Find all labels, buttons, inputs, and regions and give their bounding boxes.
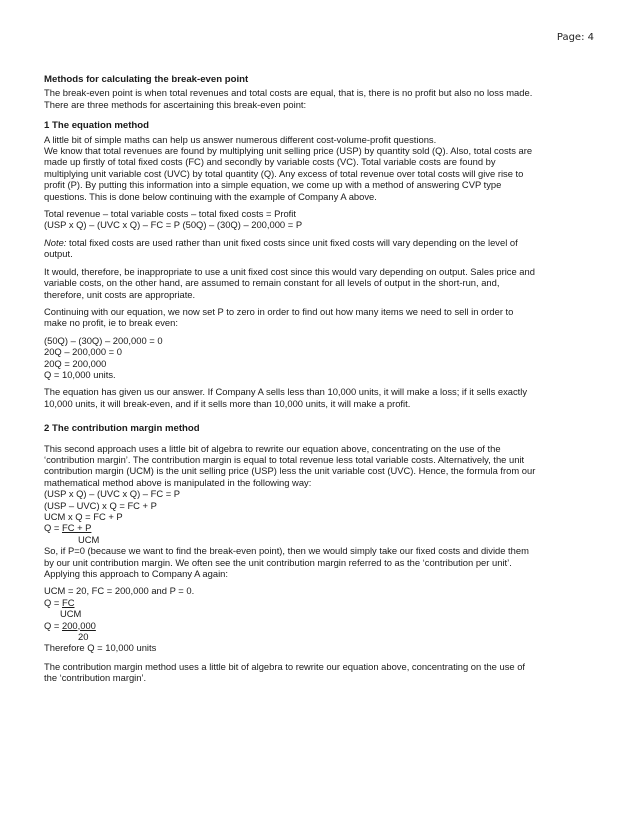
section-heading-contribution-margin: 2 The contribution margin method (44, 423, 200, 435)
text-line: So, if P=0 (because we want to find the break-even point), then we would simply take our fixed costs and divide them (44, 545, 529, 557)
text-line: made up firstly of total fixed costs (FC) and secondly by variable costs (VC). Total variable costs are found by (44, 156, 496, 168)
text-line: The contribution margin method uses a little bit of algebra to rewrite our equation above, concentrating on the use of (44, 660, 526, 672)
equation-line: (USP x Q) – (UVC x Q) – FC = P (44, 488, 181, 500)
note-paragraph (44, 237, 596, 260)
contribution-margin-summary (44, 661, 596, 684)
text-line: the ‘contribution margin’. (44, 672, 147, 684)
equation-line: UCM x Q = FC + P (44, 511, 123, 522)
equation-method-intro (44, 134, 596, 202)
text-line: output. (44, 248, 73, 260)
break-even-calculation (44, 335, 596, 381)
equation-line: 20Q = 200,000 (44, 357, 107, 369)
text-line: questions. This is done below continuing with the example of Company A above. (44, 190, 377, 202)
contribution-margin-block (44, 443, 596, 580)
text-line: multiplying unit variable cost (UVC) by total quantity (Q). Any excess of total revenue over total costs will give rise to (44, 167, 524, 179)
fraction-numerator-line (44, 522, 596, 533)
text-line (44, 237, 596, 248)
equation-line: Q = 10,000 units. (44, 368, 116, 380)
fraction-numerator-line (44, 620, 596, 631)
section-heading-equation-method: 1 The equation method (44, 120, 150, 132)
text-line: Continuing with our equation, we now set P to zero in order to find out how many items we need to sell in order to (44, 305, 514, 317)
text-line: contribution margin (UCM) is the unit selling price (USP) less the unit variable cost (UVC). Hence, the formula from our (44, 465, 536, 477)
text-line: The equation has given us our answer. If Company A sells less than 10,000 units, it will make a loss; if it sells exactly (44, 386, 528, 398)
section-heading-methods: Methods for calculating the break-even point (44, 74, 249, 85)
equation-line: (USP – UVC) x Q = FC + P (44, 499, 157, 511)
text-line: therefore, unit costs are appropriate. (44, 288, 196, 300)
text-line: mathematical method above is manipulated in the following way: (44, 476, 312, 488)
fraction-numerator-line (44, 597, 596, 608)
text-line: A little bit of simple maths can help us answer numerous different cost-volume-profit questions. (44, 133, 437, 145)
fraction-numerator: 200,000 (61, 619, 96, 631)
q-prefix: Q = (44, 619, 62, 631)
equation-line: (50Q) – (30Q) – 200,000 = 0 (44, 334, 163, 346)
text-line: 10,000 units, it will break-even, and if it sells more than 10,000 units, it will make a profit. (44, 397, 411, 409)
text-line: make no profit, ie to break even: (44, 317, 178, 329)
note-text: total fixed costs are used rather than unit fixed costs since unit fixed costs will vary depending on the level of (66, 236, 518, 248)
text-line: by our unit contribution margin. We often see the unit contribution margin referred to as the ‘contribution per unit’. (44, 556, 512, 568)
q-prefix: Q = (44, 522, 62, 534)
text-line: variable costs, on the other hand, are assumed to remain constant for all levels of output in the short-run, and, (44, 277, 500, 289)
text-line: There are three methods for ascertaining this break-even point: (44, 98, 307, 110)
given-values-line: UCM = 20, FC = 200,000 and P = 0. (44, 585, 195, 597)
equation-line: Total revenue – total variable costs – total fixed costs = Profit (44, 208, 296, 220)
equation-line: (USP x Q) – (UVC x Q) – FC = P (50Q) – (30Q) – 200,000 = P (44, 219, 303, 231)
therefore-line: Therefore Q = 10,000 units (44, 642, 157, 654)
text-line: It would, therefore, be inappropriate to use a unit fixed cost since this would vary depending on output. Sales price and (44, 265, 535, 277)
q-prefix: Q = (44, 596, 62, 608)
text-line: profit (P). By putting this information into a simple equation, we come up with a method of answering CVP type (44, 179, 502, 191)
document-body (44, 74, 596, 690)
fraction-numerator: FC (61, 596, 75, 608)
unit-cost-paragraph (44, 266, 596, 300)
fraction-denominator: 20 (78, 631, 89, 643)
page-number: Page: 4 (556, 32, 594, 43)
text-line: The break-even point is when total revenues and total costs are equal, that is, there is no profit but also no loss made. (44, 87, 533, 99)
company-a-application (44, 585, 596, 653)
text-line: This second approach uses a little bit of algebra to rewrite our equation above, concentrating on the use of the (44, 442, 501, 454)
fraction-numerator: FC + P (61, 522, 92, 534)
profit-equation (44, 208, 596, 231)
equation-line: 20Q – 200,000 = 0 (44, 346, 122, 358)
text-line: Applying this approach to Company A again: (44, 568, 228, 580)
intro-paragraph (44, 87, 596, 110)
set-p-zero-paragraph (44, 306, 596, 329)
fraction-denominator: UCM (60, 608, 82, 620)
text-line: We know that total revenues are found by multiplying unit selling price (USP) by quantity sold (Q). Also, total costs are (44, 145, 533, 157)
note-label: Note: (44, 236, 67, 248)
text-line: ‘contribution margin’. The contribution margin is equal to total revenue less total variable costs. Alternatively, the unit (44, 453, 525, 465)
fraction-denominator: UCM (78, 533, 100, 545)
equation-result-paragraph (44, 386, 596, 409)
